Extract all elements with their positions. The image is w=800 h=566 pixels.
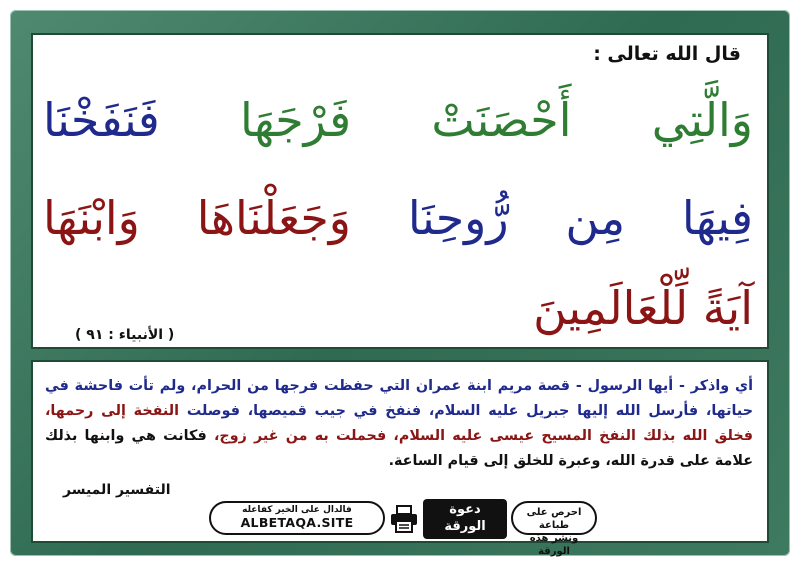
print-notice [511,501,597,557]
site-url[interactable]: ALBETAQA.SITE [240,515,354,530]
tafsir-part-1: أي واذكر - أيها الرسول - قصة مريم ابنة عمران التي حفظت فرجها من الحرام، ولم تأت فاحشة في حياتها، فأرسل الله إليها جبريل عليه السلام، فنفخ في جيب قميصها، فوصلت [45,378,753,419]
site-motto: فالدال على الخير كفاعله [242,505,352,515]
verse-segment: فِيهَا مِن رُّوحِنَا [407,191,754,245]
verse-line-1 [43,93,754,147]
print-notice-line-1: احرص على طباعة [526,507,582,531]
tafsir-part-3: فكانت هي وابنها بذلك علامة على قدرة الله، وعبرة للخلق إلى قيام الساعة. [45,428,753,469]
footer-banner [209,499,593,557]
logo-line-2: الورقة [444,519,486,534]
verse-segment: وَجَعَلْنَاهَا وَابْنَهَا [43,191,351,245]
verse-line-2 [43,191,754,245]
verse-segment: آيَةً لِّلْعَالَمِينَ [533,281,753,335]
verse-reference: ( الأنبياء : ٩١ ) [75,327,175,343]
tafsir-text [45,374,753,474]
site-badge[interactable] [209,501,385,535]
tafsir-part-2: النفخة إلى رحمها، فخلق الله بذلك النفخ المسيح عيسى عليه السلام، فحملت به من غير زوج، [45,403,753,444]
source-label: التفسير الميسر [63,482,171,498]
logo-line-1: دعوة [449,502,481,517]
dawat-alwaraqa-logo [423,499,507,539]
verse-panel [31,33,769,349]
printer-icon [389,505,419,533]
intro-text: قال الله تعالى : [593,43,741,65]
tafsir-panel [31,360,769,557]
verse-segment: فَنَفَخْنَا [43,93,160,147]
print-notice-line-2: ونشر هذه الورقة [529,533,579,557]
verse-segment: وَالَّتِي أَحْصَنَتْ فَرْجَهَا [240,93,754,147]
